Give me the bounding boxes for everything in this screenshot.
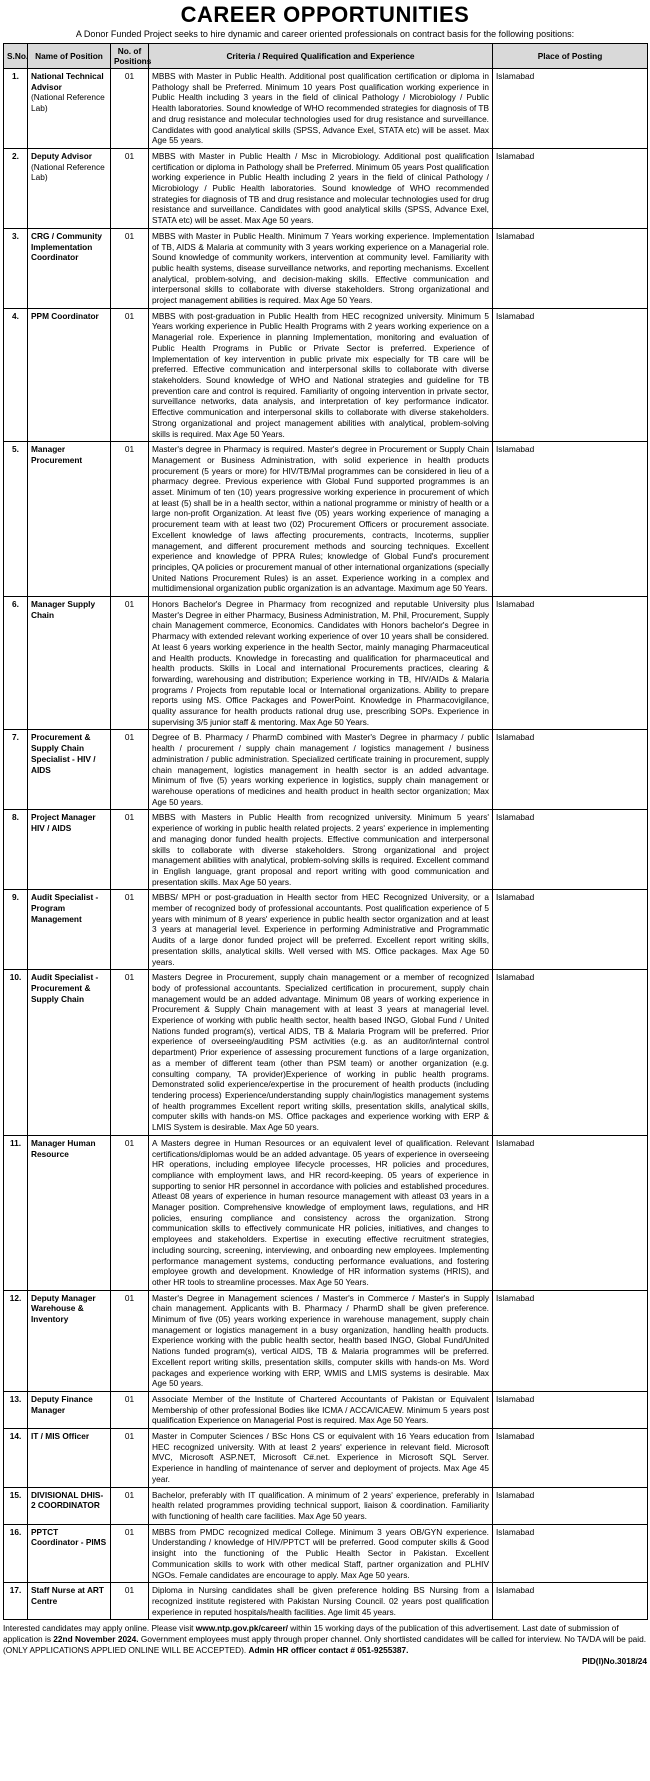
row-criteria: Master's degree in Pharmacy is required. Master's degree in Procurement or Supply Chain Management or Business Administration, with solid experience in health products procurement (5 years or more) for HIV/TB/Mal programmes can be considered in lieu of a pharmacy degree. Previous experience with Global Fund supported programmes is an asset. Minimum of ten (10) years progressive working experience in procurement of which at least (5) shall be in a health sector, within a national programme or ministry of health or a large non-profit Organization. At least five (05) years working experience of managing a procurement team with at least two (02) Procurement Officers or procurement associate. Excellent knowledge of laws affecting procurements, contracts, Incoterms, supplier management, and different procurement methods and sourcing techniques. Excellent experience and knowledge of PPRA Rules; knowledge of Global Fund's procurement principles, QA policies or procurement manual of other international organizations (specially United Nations Procurement Rules) is an asset. Experience working in a complex and multidimensional organization public organization is an advantage. Maximum age 50 Years. [149, 442, 493, 597]
row-sno: 6. [4, 597, 28, 730]
table-row [4, 228, 648, 308]
table-row [4, 1290, 648, 1391]
table-row [4, 1135, 648, 1290]
row-positions-count: 01 [111, 1429, 149, 1488]
position-title: DIVISIONAL DHIS-2 COORDINATOR [31, 1489, 104, 1511]
row-position-name [28, 890, 111, 970]
row-sno: 10. [4, 970, 28, 1136]
row-place-of-posting: Islamabad [493, 1135, 648, 1290]
page-subtitle: A Donor Funded Project seeks to hire dynamic and career oriented professionals on contract basis for the following positions: [75, 29, 575, 39]
position-org: (National Reference Lab) [31, 161, 105, 183]
row-position-name [28, 1290, 111, 1391]
table-row [4, 1524, 648, 1583]
position-title: Manager Supply Chain [31, 599, 96, 620]
page-title: CAREER OPPORTUNITIES [180, 2, 470, 27]
table-row [4, 148, 648, 228]
row-positions-count: 01 [111, 810, 149, 890]
footer-no-ta: No TA/DA will be paid. (ONLY APPLICATIONS APPLIED ONLINE WILL BE ACCEPTED). [3, 1634, 647, 1656]
row-place-of-posting: Islamabad [493, 442, 648, 597]
table-row [4, 308, 648, 441]
row-sno: 7. [4, 730, 28, 810]
row-position-name [28, 148, 111, 228]
row-position-name [28, 1429, 111, 1488]
row-sno: 15. [4, 1487, 28, 1524]
row-positions-count: 01 [111, 1391, 149, 1428]
row-criteria: MBBS with Master in Public Health / Msc in Microbiology. Additional post qualification certification or diploma in Pathology shall be Preferred. Minimum 05 years Post qualification working experience in Public Health including 2 years in the field of clinical Pathology / Microbiology / Public Health laboratories. Sound knowledge of WHO recommended strategies for diagnosis of TB and drug resistance and molecular technologies used for drug resistance and surveillance. Candidates with good analytical skills (SPSS, Advance Exel, STATA etc) will be asset. Max Age 50 years. [149, 148, 493, 228]
row-position-name [28, 228, 111, 308]
position-title: National Technical Advisor [31, 71, 104, 92]
row-positions-count: 01 [111, 148, 149, 228]
row-criteria: MBBS with Master in Public Health. Minimum 7 Years working experience. Implementation of TB, AIDS & Malaria at community with 3 years working experience on a Managerial role. Sound knowledge of community workers, intervention at community level. Familiarity with public health systems, disease surveillance networks, and reporting mechanisms. Excellent analytical, problem-solving, and decision-making skills. Effective communication and interpersonal skills to collaborate with diverse stakeholders. Strong organizational and project management abilities is required. Max Age 50 Years. [149, 228, 493, 308]
table-row [4, 1583, 648, 1620]
row-position-name [28, 1135, 111, 1290]
last-date: 22nd November 2024. [53, 1634, 139, 1645]
table-row [4, 1487, 648, 1524]
position-title: Deputy Advisor [31, 150, 93, 161]
row-place-of-posting: Islamabad [493, 810, 648, 890]
row-sno: 11. [4, 1135, 28, 1290]
column-header-sno: S.No. [4, 44, 28, 69]
row-positions-count: 01 [111, 1290, 149, 1391]
row-sno: 17. [4, 1583, 28, 1620]
row-positions-count: 01 [111, 890, 149, 970]
footer-note [3, 1623, 647, 1656]
row-positions-count: 01 [111, 1135, 149, 1290]
position-title: Audit Specialist - Program Management [31, 892, 99, 924]
row-positions-count: 01 [111, 69, 149, 149]
footer-contact: Admin HR officer contact # 051-9255387. [248, 1645, 409, 1656]
row-place-of-posting: Islamabad [493, 69, 648, 149]
row-positions-count: 01 [111, 1583, 149, 1620]
position-title: PPTCT Coordinator - PIMS [31, 1526, 107, 1548]
row-positions-count: 01 [111, 442, 149, 597]
row-sno: 5. [4, 442, 28, 597]
row-place-of-posting: Islamabad [493, 890, 648, 970]
row-place-of-posting: Islamabad [493, 228, 648, 308]
row-sno: 13. [4, 1391, 28, 1428]
row-sno: 4. [4, 308, 28, 441]
row-sno: 8. [4, 810, 28, 890]
position-title: Deputy Finance Manager [31, 1393, 93, 1415]
footer-text-2: within 15 working days of the publication of this advertisement. Last date of submission of application is [3, 1623, 619, 1645]
row-criteria: Bachelor, preferably with IT qualification. A minimum of 2 years' experience, preferably in health related programmes providing technical support, liaison & coordination. Familiarity with functioning of health care facilities. Max Age 50 years. [149, 1487, 493, 1524]
row-position-name [28, 730, 111, 810]
position-title: Project Manager HIV / AIDS [31, 812, 96, 834]
row-criteria: MBBS with Master in Public Health. Additional post qualification certification or diploma in Pathology shall be Preferred. Minimum 10 years Post qualification working experience in Public Health including 3 years in the field of clinical Pathology / Microbiology / Public Health laboratories. Sound knowledge of WHO recommended strategies for diagnosis of TB and drug resistance and molecular technologies used for drug resistance and surveillance. Candidates with good analytical skills (SPSS, Advance Exel, STATA etc) will be asset. Max Age 55 years. [149, 69, 493, 149]
row-criteria: A Masters degree in Human Resources or an equivalent level of qualification. Relevant certifications/diplomas would be an added advantage. 05 years of experience in overseeing HR operations, including employee lifecycle processes, HR policies and procedures, compliance with employment laws, and HR record-keeping. 05 years of experience in supporting to senior HR personnel in accordance with policies and established procedures. Atleast 08 years of experience in human resource management with atleast 03 years in a Manager position. Comprehensive knowledge of employment laws, regulations, and HR policies, ensuring compliance and consistency across the organization. Strong communication skills to effectively communicate HR policies, initiatives, and changes to employees and stakeholders. Expertise in executing effective recruitment strategies, including sourcing, screening, interviewing, and onboarding new employees. Implementing performance management systems, conducting performance evaluations, and fostering employee growth and development. Knowledge of HR information systems (HRIS), and other HR tools to streamline processes. Max Age 50 Years. [149, 1135, 493, 1290]
row-sno: 16. [4, 1524, 28, 1583]
table-row [4, 970, 648, 1136]
table-header-row [4, 44, 648, 69]
footer-text-1: Interested candidates may apply online. Please visit [3, 1623, 196, 1634]
row-criteria: Master in Computer Sciences / BSc Hons CS or equivalent with 16 Years education from HEC recognized university. With at least 2 years' experience in relevant field. Microsoft MVC, Microsoft ASP.NET, Microsoft C#.net. Experience in Microsoft SQL Server. Experience in handling of maintenance of server and deployment of projects. Max Age 45 year. [149, 1429, 493, 1488]
row-positions-count: 01 [111, 308, 149, 441]
row-criteria: Master's Degree in Management sciences / Master's in Commerce / Master's in Supply chain management. Applicants with B. Pharmacy / PharmD shall be given preference. Minimum of five (05) years working experience in warehouse management, supply chain management or logistics management in a busy organization, handling health products. Experience working with the public health sector, health based INGO, Global Fund/United Nations funded program(s), vertical AIDS, TB & Malaria programmes will be preferred. Excellent report writing skills, presentation skills, computer skills with hands-on Ms. Word packages and experience working with ERP, WMIS and LMIS systems is desirable. Max Age 50 years. [149, 1290, 493, 1391]
position-title: Manager Procurement [31, 444, 83, 465]
position-title: Audit Specialist - Procurement & Supply Chain [31, 972, 99, 1004]
row-position-name [28, 1583, 111, 1620]
row-sno: 2. [4, 148, 28, 228]
row-sno: 14. [4, 1429, 28, 1488]
position-title: Manager Human Resource [31, 1137, 96, 1159]
table-row [4, 597, 648, 730]
row-position-name [28, 810, 111, 890]
row-position-name [28, 597, 111, 730]
position-title: Staff Nurse at ART Centre [31, 1585, 104, 1606]
row-place-of-posting: Islamabad [493, 1290, 648, 1391]
row-positions-count: 01 [111, 597, 149, 730]
row-criteria: MBBS with Masters in Public Health from recognized university. Minimum 5 years' experience of working in public health related projects. 2 years' experience in implementing and managing donor funded health projects. Effective communication and interpersonal skills to collaborate with diverse stakeholders. Strong organizational and project management abilities with analytical, problem-solving skills is required. Excellent command in English language, grant proposal and report writing with good communication and presentation skills. Max Age 50 years. [149, 810, 493, 890]
row-place-of-posting: Islamabad [493, 1487, 648, 1524]
row-place-of-posting: Islamabad [493, 1391, 648, 1428]
row-positions-count: 01 [111, 1487, 149, 1524]
website-link[interactable]: www.ntp.gov.pk/career/ [195, 1623, 288, 1634]
position-title: IT / MIS Officer [31, 1431, 90, 1442]
row-sno: 12. [4, 1290, 28, 1391]
table-row [4, 810, 648, 890]
table-row [4, 1391, 648, 1428]
row-criteria: Diploma in Nursing candidates shall be given preference holding BS Nursing from a recognized institute registered with Pakistan Nursing Council. 02 years post qualification experience in reputed hospitals/health facilities. Age limit 45 years. [149, 1583, 493, 1620]
position-title: Deputy Manager Warehouse & Inventory [31, 1292, 96, 1325]
pid-number: PID(I)No.3018/24 [581, 1656, 647, 1667]
table-row [4, 890, 648, 970]
table-row [4, 730, 648, 810]
row-positions-count: 01 [111, 970, 149, 1136]
column-header-criteria: Criteria / Required Qualification and Experience [149, 44, 493, 69]
position-title: PPM Coordinator [31, 310, 99, 321]
row-positions-count: 01 [111, 1524, 149, 1583]
row-sno: 1. [4, 69, 28, 149]
positions-table [3, 43, 648, 1620]
row-criteria: Masters Degree in Procurement, supply chain management or a member of recognized body of professional accountants. Specialized certification in procurement, supply chain management would be an added advantage. Minimum 08 years of working experience in Procurement & Supply Chain management with at least 3 years at managerial level. Experience of working with public health sector, health based INGO, Global Fund / United Nations funded program(s), vertical AIDS, TB & Malaria Program will be preferred. Prior experience of overseeing/auditing PSM activities (e.g. as an auditor/internal control department) Prior experience of assessing procurement functions of a large organization, as a member of different team (other than PSM team) or another organization (e.g. consulting company, TA provider)Experience of working in public health programs. Demonstrated solid experience/expertise in the procurement of health products (including tendering process) Experience/understanding supply chain/logistics management systems of health programmes Excellent report writing skills, presentation skills, analytical skills, computer skills with hands-on MS. Office packages and experience working with ERP & LMIS System is desirable. Max Age 50 years. [149, 970, 493, 1136]
row-place-of-posting: Islamabad [493, 308, 648, 441]
position-title: Procurement & Supply Chain Specialist - HIV / AIDS [31, 732, 96, 775]
table-row [4, 1429, 648, 1488]
row-place-of-posting: Islamabad [493, 730, 648, 810]
column-header-position: Name of Position [28, 44, 111, 69]
column-header-place: Place of Posting [493, 44, 648, 69]
row-place-of-posting: Islamabad [493, 970, 648, 1136]
row-sno: 3. [4, 228, 28, 308]
row-place-of-posting: Islamabad [493, 597, 648, 730]
row-sno: 9. [4, 890, 28, 970]
row-criteria: Degree of B. Pharmacy / PharmD combined with Master's Degree in pharmacy / public health / procurement / supply chain management / logistics management / business administration / public administration. Specialized certificate training in procurement, supply chain management, logistics management in health sector is an added advantage. Minimum of five (5) years working experience in logistics, supply chain management or warehouse operations of medicines and health product in health sector organization; Max Age 50 years. [149, 730, 493, 810]
row-position-name [28, 970, 111, 1136]
row-position-name [28, 1391, 111, 1428]
row-criteria: MBBS from PMDC recognized medical College. Minimum 3 years OB/GYN experience. Understanding / knowledge of HIV/PPTCT will be preferred. Good computer skills & Good insight into the functioning of the Public Health Sector in Pakistan. Excellent Communication skills to work with other medical Staff, partner organization and PLHIV NGOs. Female candidates are encourage to apply. Max Age 50 years. [149, 1524, 493, 1583]
row-positions-count: 01 [111, 228, 149, 308]
row-place-of-posting: Islamabad [493, 1429, 648, 1488]
table-row [4, 442, 648, 597]
row-position-name [28, 1487, 111, 1524]
row-position-name [28, 1524, 111, 1583]
row-position-name [28, 308, 111, 441]
position-title: CRG / Community Implementation Coordinator [31, 230, 102, 263]
position-org: (National Reference Lab) [31, 92, 105, 114]
table-body [4, 69, 648, 1620]
row-place-of-posting: Islamabad [493, 1583, 648, 1620]
row-criteria: Associate Member of the Institute of Chartered Accountants of Pakistan or Equivalent Membership of other professional Bodies like ICMA / ACCA/ICAEW. Minimum 5 years post qualification Experience on Managerial Post is required. Max Age 50 Years. [149, 1391, 493, 1428]
row-criteria: MBBS/ MPH or post-graduation in Health sector from HEC Recognized University, or a member of recognized body of professional accountants. Post qualification experience of 5 years with minimum of 8 years' experience in public health sector organization and at least 3 years at managerial level. Experience in performing Administrative and Programmatic Audits of a large donor funded project will be preferred. Excellent report writing skills, presentation skills, analytical skills. Well versed with MS. Office packages. Max Age 50 years. [149, 890, 493, 970]
row-position-name [28, 69, 111, 149]
row-place-of-posting: Islamabad [493, 148, 648, 228]
row-criteria: MBBS with post-graduation in Public Health from HEC recognized university. Minimum 5 Years working experience in Public Health Programs with 2 years working experience on a Managerial role. Experience in planning Implementation, monitoring and evaluation of Public Health Programs in Public or Private Sector is preferred. Experience of Implementation of key intervention in public private mix especially for TB care will be preferred. Effective communication and interpersonal skills to collaborate with diverse stakeholders. Sound knowledge of WHO and National strategies and guideline for TB prevention care and control is required. Familiarity of ongoing intervention in private sector, surveillance networks, data analysis, and interpretation of key performance indicator. Effective communication and interpersonal skills to collaborate with diverse stakeholders. Strong organizational and project management abilities with analytical, problem-solving skills is required. Max Age 50 Years. [149, 308, 493, 441]
row-criteria: Honors Bachelor's Degree in Pharmacy from recognized and reputable University plus Master's Degree in either Pharmacy, Business Administration, M. Phil, Procurement, Supply chain Management commerce, Economics. Candidates with Honors bachelor's Degree in Pharmacy with extended relevant working experience of over 10 years shall be considered. At least 6 years working experience in the health Sector, mainly managing Pharmaceutical and Health products. Knowledge in forecasting and qualification for pharmaceutical and health products. Skills in Local and international Procurements practices, clearing & forwarding, warehousing and distribution; Experience working in TB, HIV/AIDs & Malaria programs / Projects from reputable local or International organizations. Ability to prepare reports using MS. Office Packages and PowerPoint. Knowledge in Pharmacovigilance, quality assurance for health products rational drug use, prescribing SOPs. Experience in supervising 3/5 junior staff & mentoring. Max Age 50 Years. [149, 597, 493, 730]
row-position-name [28, 442, 111, 597]
table-row [4, 69, 648, 149]
row-place-of-posting: Islamabad [493, 1524, 648, 1583]
column-header-count: No. of Positions [111, 44, 149, 69]
footer-text-3: Government employees must apply through proper channel. Only shortlisted candidates will be called for interview. [138, 1634, 565, 1645]
row-positions-count: 01 [111, 730, 149, 810]
